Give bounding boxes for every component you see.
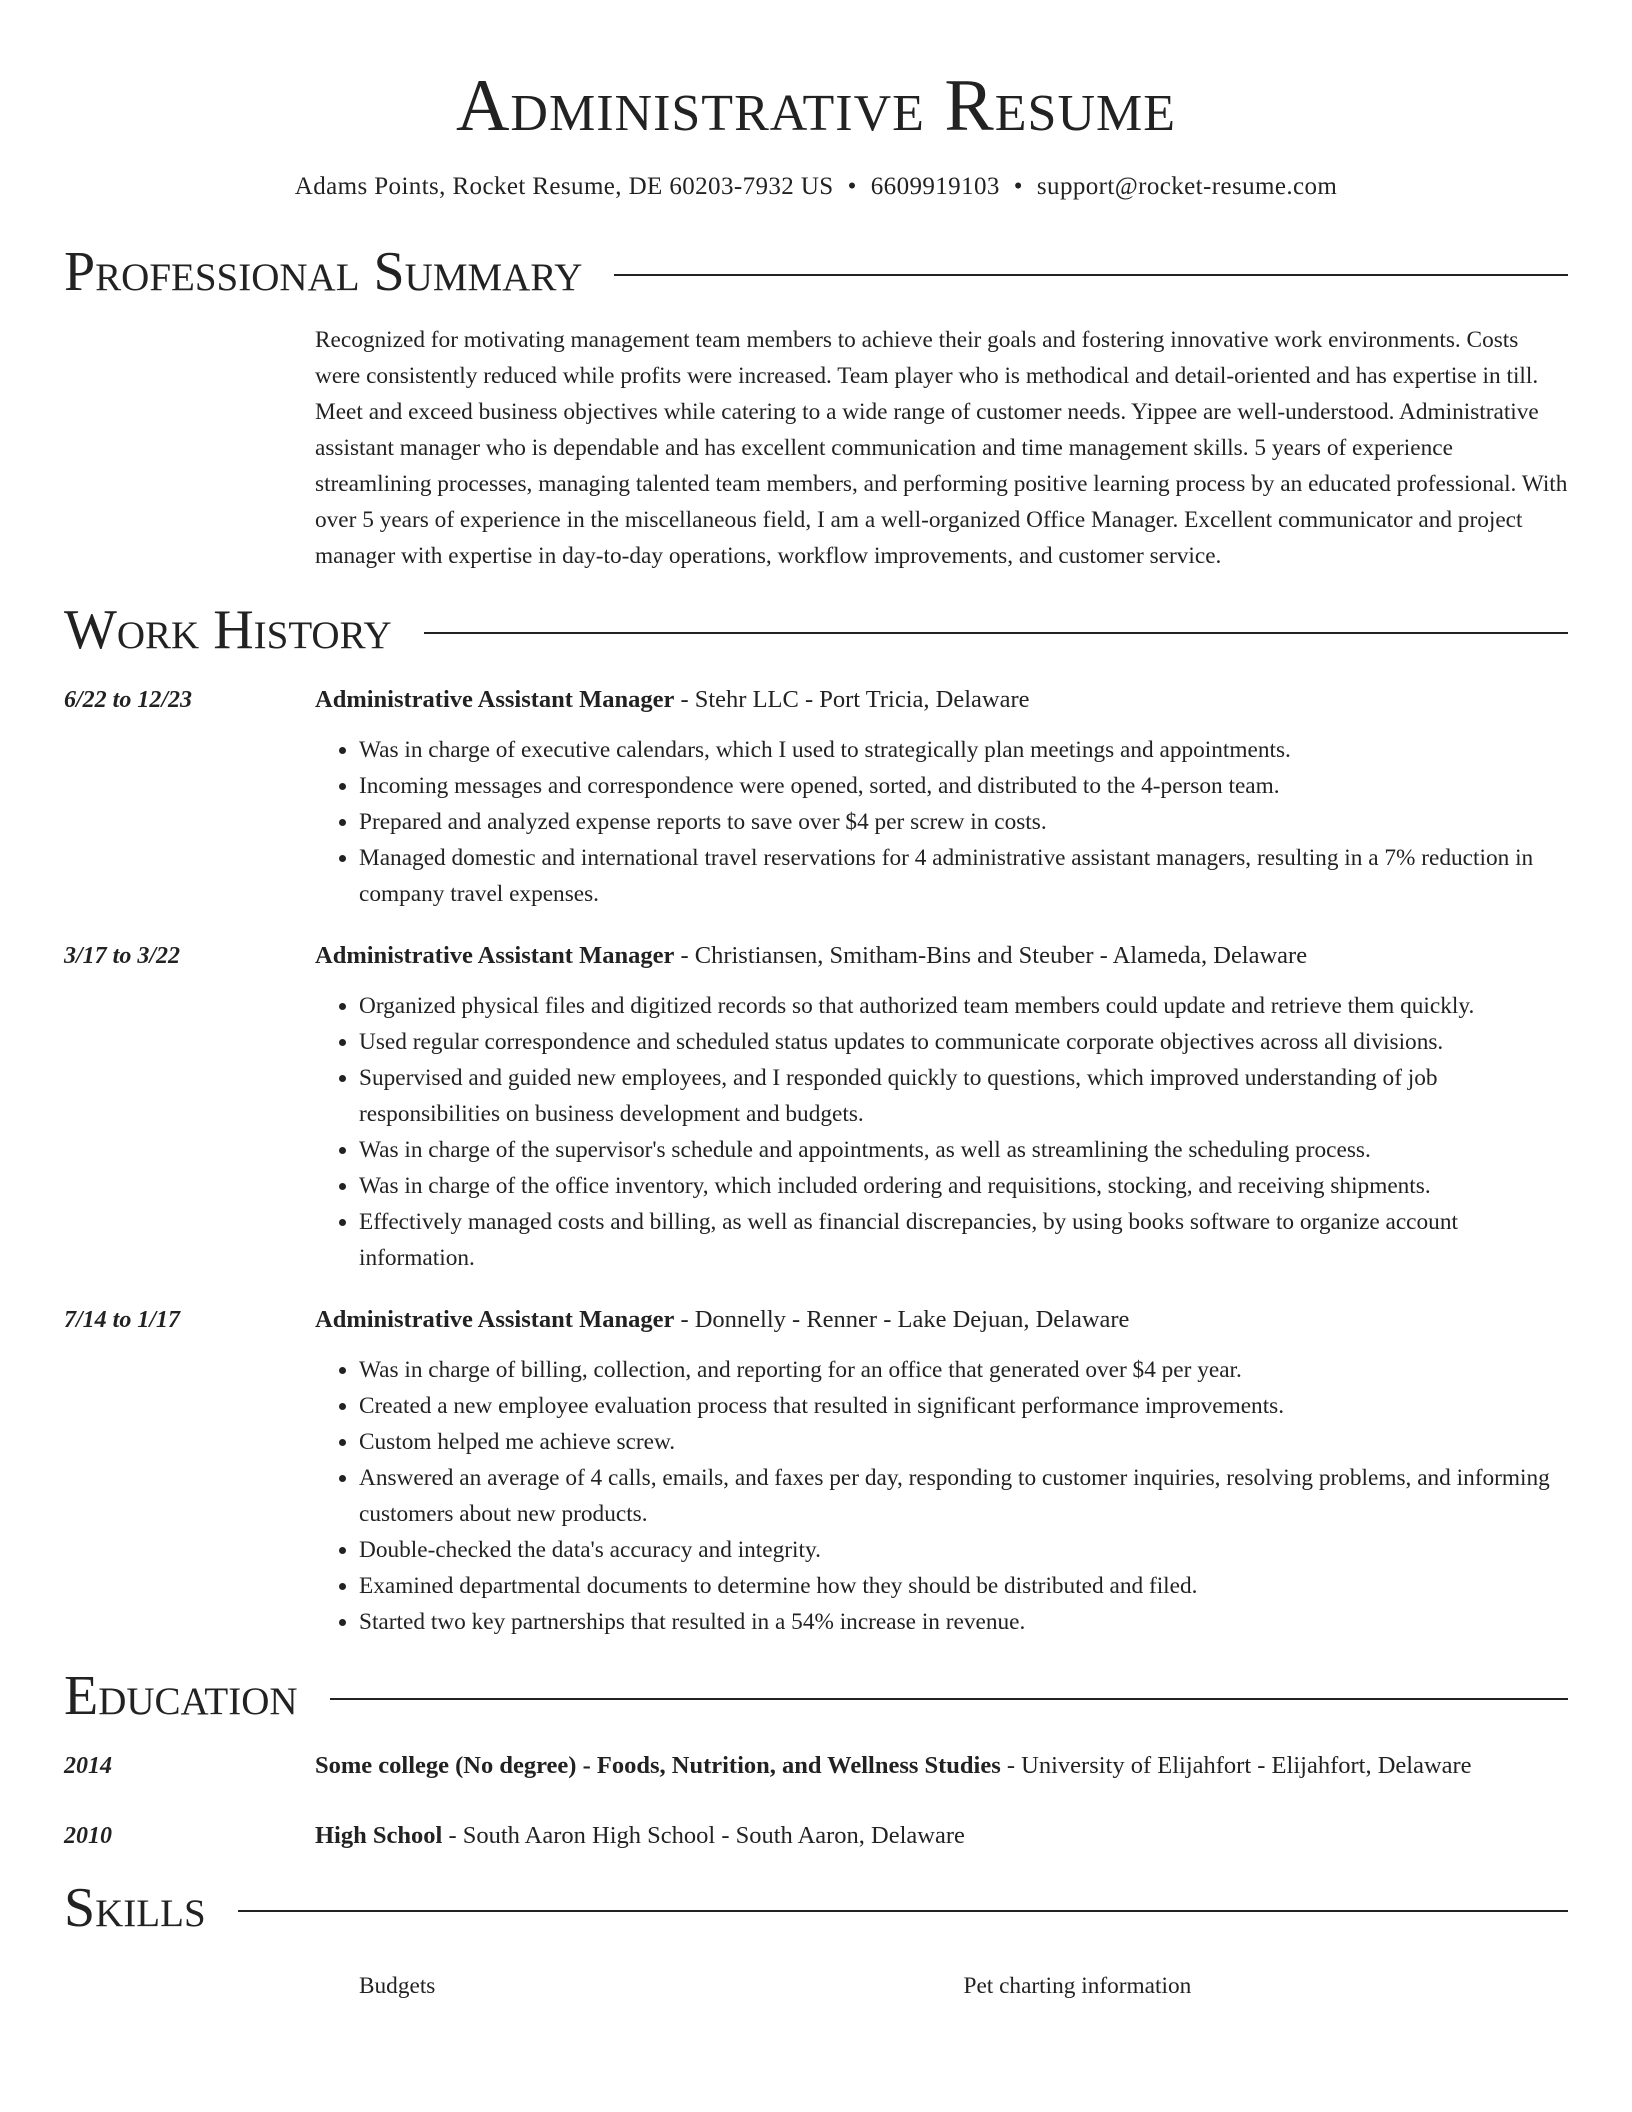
contact-phone: 6609919103: [870, 173, 1000, 200]
job-details: - Christiansen, Smitham-Bins and Steuber - Alameda, Delaware: [674, 942, 1308, 969]
section-title-work: Work History: [64, 599, 392, 661]
contact-separator: •: [847, 173, 857, 200]
education-degree: High School: [315, 1822, 443, 1849]
job-title: Administrative Assistant Manager: [315, 942, 675, 969]
education-body: [315, 1746, 1568, 1786]
job-bullet: • Prepared and analyzed expense reports to save over $4 per screw in costs.: [359, 804, 1568, 840]
skill-item: Pet charting information: [963, 1973, 1192, 1999]
job-date: 7/14 to 1/17: [64, 1307, 181, 1333]
section-title-education: Education: [64, 1665, 298, 1727]
job-bullet: • Examined departmental documents to determine how they should be distributed and filed.: [359, 1568, 1568, 1604]
job-bullets: [315, 732, 1568, 912]
skills-list: [359, 1968, 1568, 2004]
job-bullet: • Answered an average of 4 calls, emails, and faxes per day, responding to customer inquiries, resolving problems, and informing customers about new products.: [359, 1460, 1568, 1532]
job-bullet: • Organized physical files and digitized records so that authorized team members could update and retrieve them quickly.: [359, 988, 1568, 1024]
education-body: [315, 1816, 1568, 1856]
job-bullet: • Was in charge of the supervisor's schedule and appointments, as well as streamlining the scheduling process.: [359, 1132, 1568, 1168]
job-entry: [64, 680, 1568, 912]
job-details: - Donnelly - Renner - Lake Dejuan, Delaware: [674, 1306, 1130, 1333]
resume-page: [64, 0, 1568, 2004]
job-bullet: • Custom helped me achieve screw.: [359, 1424, 1568, 1460]
section-title-summary: Professional Summary: [64, 241, 583, 303]
job-bullet: • Managed domestic and international travel reservations for 4 administrative assistant managers, resulting in a 7% reduction in company travel expenses.: [359, 840, 1568, 912]
education-details: - South Aaron High School - South Aaron, Delaware: [442, 1822, 965, 1849]
section-header-skills: [64, 1872, 1568, 1944]
education-degree: Some college (No degree) - Foods, Nutrition, and Wellness Studies: [315, 1752, 1001, 1779]
skill-item: Budgets: [359, 1973, 436, 1999]
education-entry: [64, 1746, 1568, 1786]
job-bullet: • Incoming messages and correspondence were opened, sorted, and distributed to the 4-person team.: [359, 768, 1568, 804]
job-bullet: • Was in charge of billing, collection, and reporting for an office that generated over $4 per year.: [359, 1352, 1568, 1388]
job-bullet: • Was in charge of the office inventory, which included ordering and requisitions, stocking, and receiving shipments.: [359, 1168, 1568, 1204]
section-header-education: [64, 1660, 1568, 1732]
job-entry: [64, 1300, 1568, 1640]
job-bullet: • Used regular correspondence and scheduled status updates to communicate corporate objectives across all divisions.: [359, 1024, 1568, 1060]
job-body: [315, 680, 1568, 912]
section-header-work: [64, 594, 1568, 666]
job-bullet: • Effectively managed costs and billing, as well as financial discrepancies, by using books software to organize account information.: [359, 1204, 1568, 1276]
section-title-skills: Skills: [64, 1877, 206, 1939]
job-body: [315, 936, 1568, 1276]
job-title: Administrative Assistant Manager: [315, 1306, 675, 1333]
job-date: 6/22 to 12/23: [64, 687, 193, 713]
job-bullet: • Started two key partnerships that resulted in a 54% increase in revenue.: [359, 1604, 1568, 1640]
education-details: - University of Elijahfort - Elijahfort, Delaware: [1000, 1752, 1472, 1779]
section-rule: [424, 632, 1568, 634]
education-year: 2010: [64, 1823, 112, 1849]
job-bullet: • Double-checked the data's accuracy and integrity.: [359, 1532, 1568, 1568]
contact-line: [64, 170, 1568, 204]
section-rule: [330, 1698, 1568, 1700]
contact-email: support@rocket-resume.com: [1036, 173, 1338, 200]
job-bullet: • Was in charge of executive calendars, which I used to strategically plan meetings and appointments.: [359, 732, 1568, 768]
resume-name: Administrative Resume: [455, 65, 1177, 147]
section-rule: [614, 274, 1568, 276]
section-header-summary: [64, 236, 1568, 308]
education-entry: [64, 1816, 1568, 1856]
job-bullets: [315, 988, 1568, 1276]
job-bullet: • Supervised and guided new employees, and I responded quickly to questions, which improved understanding of job responsibilities on business development and budgets.: [359, 1060, 1568, 1132]
job-bullet: • Created a new employee evaluation process that resulted in significant performance improvements.: [359, 1388, 1568, 1424]
job-title: Administrative Assistant Manager: [315, 686, 675, 713]
contact-address: Adams Points, Rocket Resume, DE 60203-7932 US: [294, 173, 834, 200]
job-bullets: [315, 1352, 1568, 1640]
job-date: 3/17 to 3/22: [64, 943, 181, 969]
job-body: [315, 1300, 1568, 1640]
job-details: - Stehr LLC - Port Tricia, Delaware: [674, 686, 1030, 713]
job-entry: [64, 936, 1568, 1276]
summary-text: Recognized for motivating management team members to achieve their goals and fostering innovative work environments. Costs were consistently reduced while profits were increased. Team player who is methodical and detail-oriented and has expertise in till. Meet and exceed business objectives while catering to a wide range of customer needs. Yippee are well-understood. Administrative assistant manager who is dependable and has excellent communication and time management skills. 5 years of experience streamlining processes, managing talented team members, and performing positive learning process by an educated professional. With over 5 years of experience in the miscellaneous field, I am a well-organized Office Manager. Excellent communicator and project manager with expertise in day-to-day operations, workflow improvements, and customer service.: [315, 327, 1568, 569]
skills-column-right: [964, 1968, 1569, 2004]
contact-separator: •: [1013, 173, 1023, 200]
education-year: 2014: [64, 1753, 112, 1779]
section-rule: [238, 1910, 1568, 1912]
skills-column-left: [359, 1968, 964, 2004]
